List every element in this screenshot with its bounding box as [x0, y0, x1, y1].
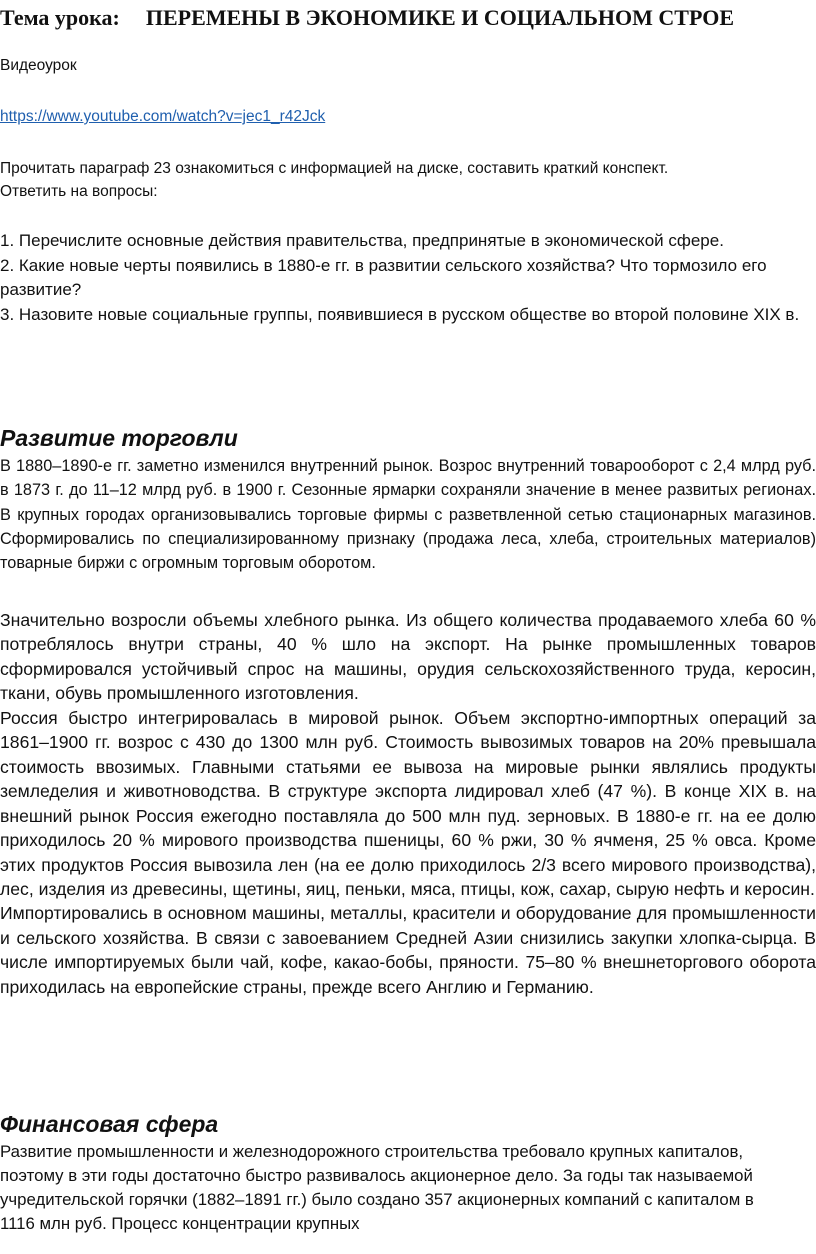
- video-lesson-label: Видеоурок: [0, 57, 77, 74]
- paragraph-text: Россия быстро интегрировалась в мировой рынок. Объем экспортно-импортных операций за 1861–1900 гг. возрос с 430 до 1300 млн руб. Стоимость вывозимых товаров на 20% превышала стоимость ввозимых. Главными статьями ее вывоза на мировые рынки являлись продукты земледелия и животноводства. В структуре экспорта лидировал хлеб (47 %). В конце XIX в. на внешний рынок Россия ежегодно поставляла до 500 млн пуд. зерновых. В 1880-е гг. на ее долю приходилось 20 % мирового производства пшеницы, 60 % ржи, 30 % ячменя, 25 % овса. Кроме этих продуктов Россия вывозила лен (на ее долю приходилось 2/3 всего мирового производства), лес, изделия из древесины, щетины, яиц, пеньки, мяса, птицы, кож, сахар, сырую нефть и керосин.: [0, 707, 816, 899]
- paragraph-text: Импортировались в основном машины, металлы, красители и оборудование для промышленности и сельского хозяйства. В связи с завоеванием Средней Азии снизились закупки хлопка-сырца. В числе импортируемых были чай, кофе, какао-бобы, пряности. 75–80 % внешнеторгового оборота приходилась на европейские страны, прежде всего Англию и Германию.: [0, 903, 816, 997]
- lesson-title: ПЕРЕМЕНЫ В ЭКОНОМИКЕ И СОЦИАЛЬНОМ СТРОЕ: [145, 5, 735, 30]
- task-instructions: [0, 157, 816, 203]
- trade-paragraph-1: [0, 454, 816, 575]
- lesson-title-line: [0, 4, 816, 32]
- video-link[interactable]: https://www.youtube.com/watch?v=jec1_r42Jck: [0, 108, 326, 125]
- task-line-2: Ответить на вопросы:: [0, 183, 158, 200]
- question-item: 3. Назовите новые социальные группы, появившиеся в русском обществе во второй половине XIX в.: [0, 304, 800, 324]
- paragraph-text: Значительно возросли объемы хлебного рынка. Из общего количества продаваемого хлеба 60 % потреблялось внутри страны, 40 % шло на экспорт. На рынке промышленных товаров сформировался устойчивый спрос на машины, орудия сельскохозяйственного труда, керосин, ткани, обувь промышленного изготовления.: [0, 610, 816, 704]
- finance-paragraph-1: [0, 1140, 790, 1236]
- question-item: 2. Какие новые черты появились в 1880-е гг. в развитии сельского хозяйства? Что тормозило его развитие?: [0, 255, 767, 300]
- questions-list: [0, 229, 800, 327]
- paragraph-text: В 1880–1890-е гг. заметно изменился внутренний рынок. Возрос внутренний товарооборот с 2,4 млрд руб. в 1873 г. до 11–12 млрд руб. в 1900 г. Сезонные ярмарки сохраняли значение в менее развитых регионах. В крупных городах организовывались торговые фирмы с разветвленной сетью стационарных магазинов. Сформировались по специализированному признаку (продажа леса, хлеба, строительных материалов) товарные биржи с огромным торговым оборотом.: [0, 457, 816, 573]
- question-item: 1. Перечислите основные действия правительства, предпринятые в экономической сфере.: [0, 231, 724, 250]
- paragraph-text: Развитие промышленности и железнодорожного строительства требовало крупных капиталов, поэтому в эти годы достаточно быстро развивалось акционерное дело. За годы так называемой учредительской горячки (1882–1891 гг.) было создано 357 акционерных компаний с капиталом в 1116 млн руб. Процесс концентрации крупных: [0, 1142, 754, 1233]
- section-heading-trade: Развитие торговли: [0, 425, 238, 451]
- task-line-1: Прочитать параграф 23 ознакомиться с информацией на диске, составить краткий конспект.: [0, 160, 669, 177]
- section-heading-finance: Финансовая сфера: [0, 1111, 219, 1137]
- lesson-label: Тема урока:: [0, 5, 120, 30]
- trade-paragraphs: [0, 608, 816, 999]
